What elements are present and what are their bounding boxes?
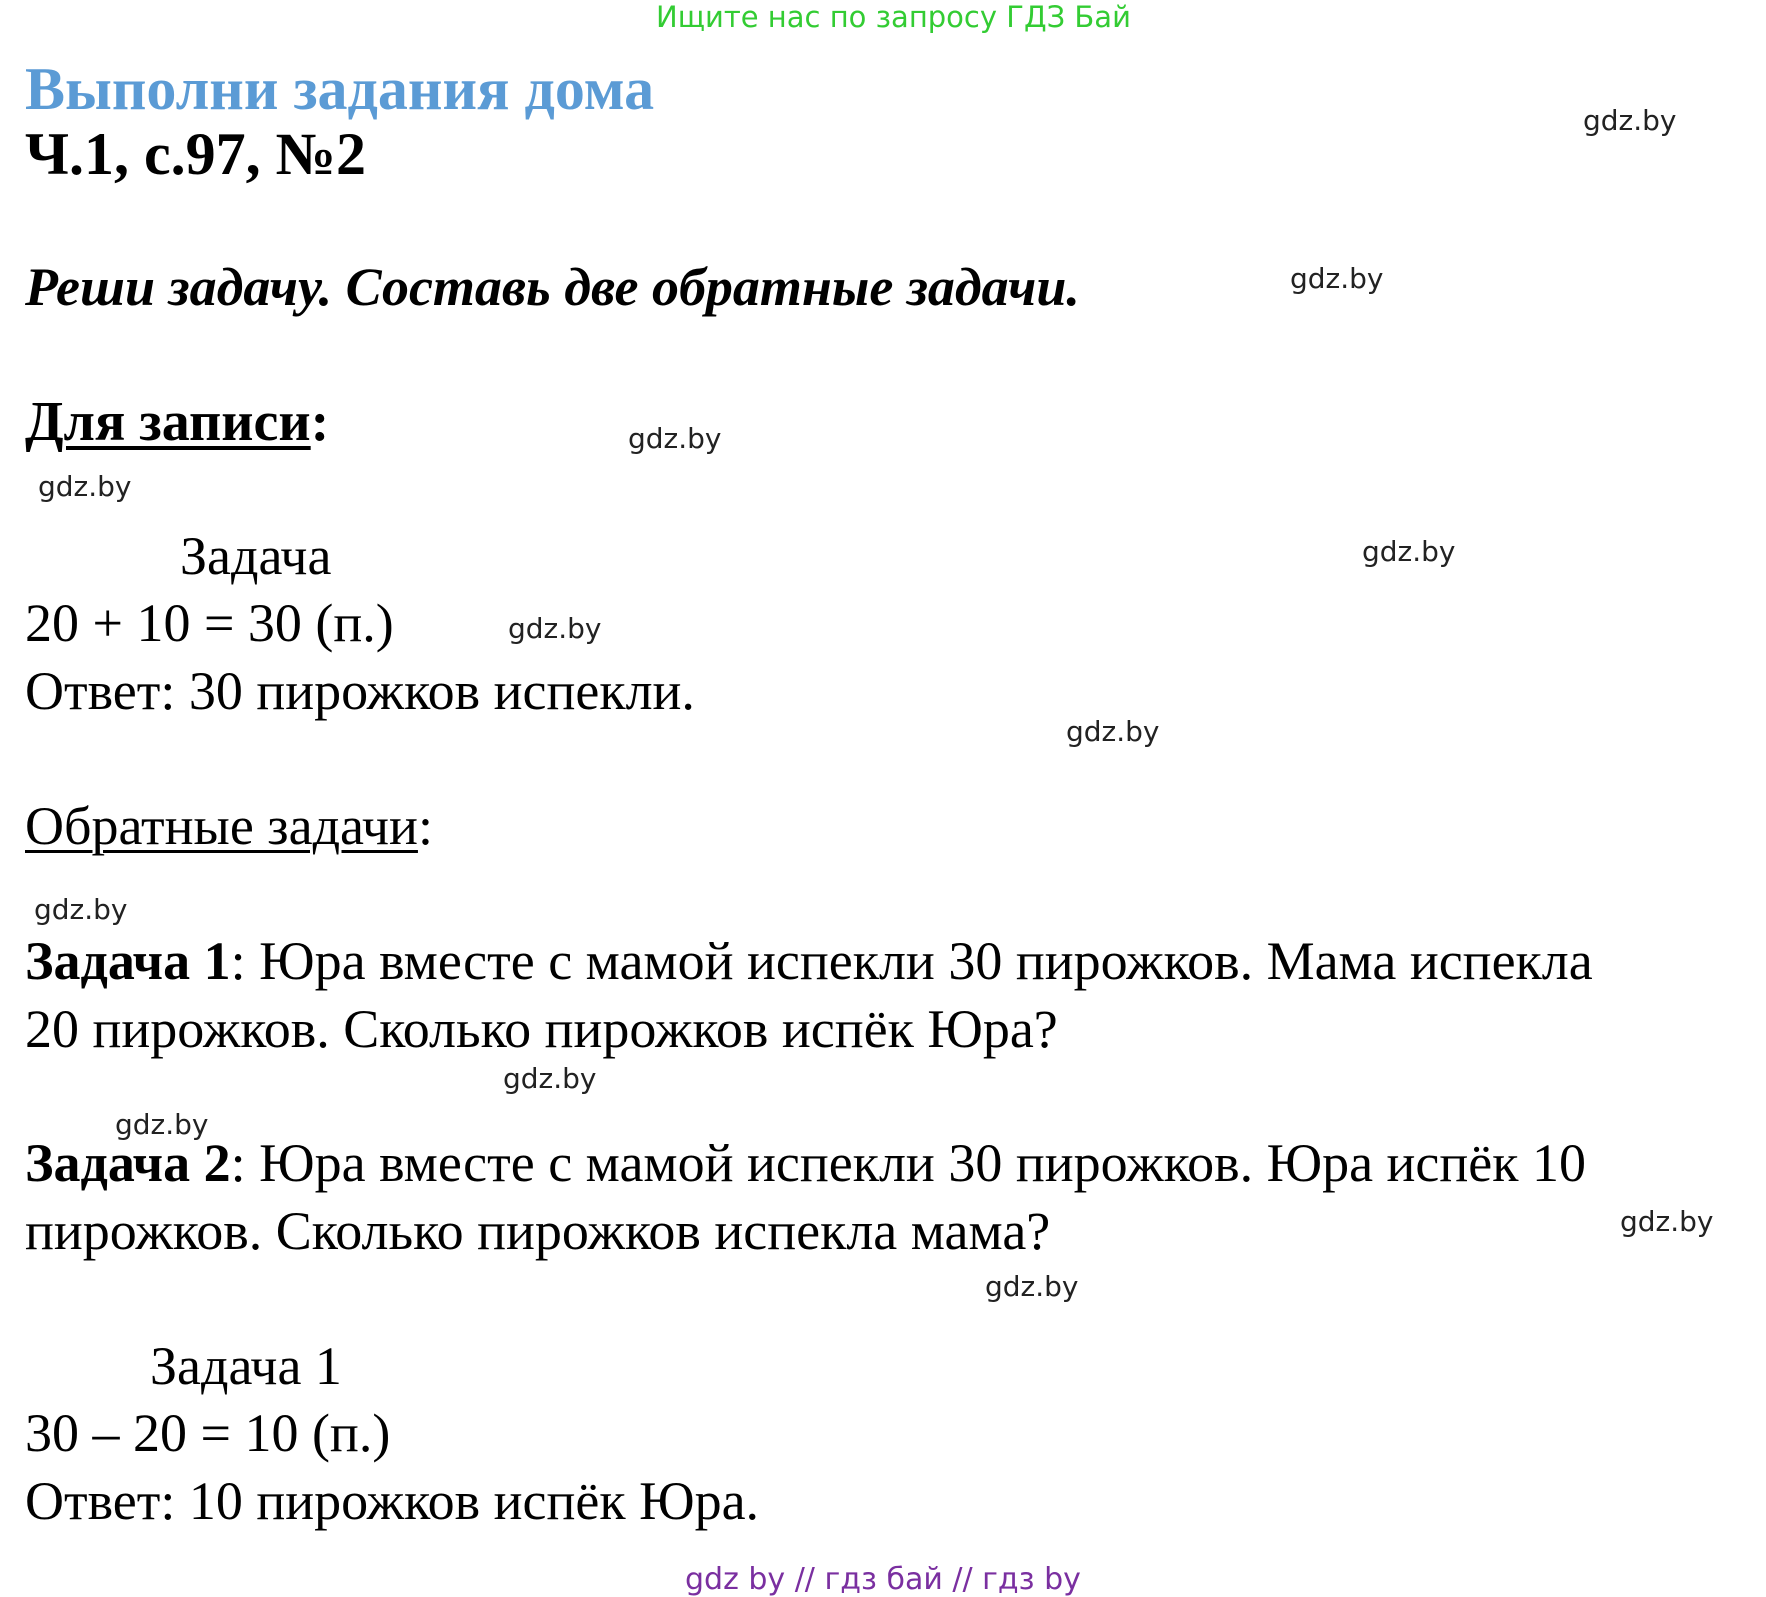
top-banner: Ищите нас по запросу ГДЗ Бай: [656, 0, 1131, 34]
record-colon: :: [310, 391, 330, 453]
watermark: gdz.by: [1290, 262, 1384, 295]
footer-links: gdz by // гдз бай // гдз by: [685, 1562, 1081, 1597]
main-task-answer: Ответ: 30 пирожков испекли.: [25, 661, 695, 721]
task1-line1: [25, 930, 1593, 992]
task2-text: : Юра вместе с мамой испекли 30 пирожков. Юра испёк 10: [230, 1133, 1587, 1193]
watermark: gdz.by: [38, 470, 132, 503]
solution1-answer: Ответ: 10 пирожков испёк Юра.: [25, 1471, 760, 1531]
task1-text: : Юра вместе с мамой испекли 30 пирожков. Мама испекла: [230, 931, 1593, 991]
record-section-title: [25, 390, 329, 454]
task2-line1: [25, 1132, 1586, 1194]
task1-line2: 20 пирожков. Сколько пирожков испёк Юра?: [25, 999, 1058, 1059]
task1-label: Задача 1: [25, 931, 231, 991]
watermark: gdz.by: [1066, 715, 1160, 748]
task2-label: Задача 2: [25, 1133, 231, 1193]
record-label: Для записи: [25, 391, 311, 453]
watermark: gdz.by: [508, 612, 602, 645]
inverse-section-title: [25, 795, 433, 857]
watermark: gdz.by: [34, 893, 128, 926]
page-heading: Выполни задания дома: [25, 56, 655, 122]
textbook-reference: Ч.1, с.97, №2: [25, 121, 366, 187]
main-task-title: Задача: [180, 526, 332, 586]
solution1-equation: 30 – 20 = 10 (п.): [25, 1403, 391, 1463]
task2-line2: пирожков. Сколько пирожков испекла мама?: [25, 1201, 1051, 1261]
watermark: gdz.by: [1583, 104, 1677, 137]
solution1-title: Задача 1: [150, 1336, 342, 1396]
watermark: gdz.by: [115, 1108, 209, 1141]
task-instruction: Реши задачу. Составь две обратные задачи.: [25, 257, 1080, 317]
inverse-colon: :: [417, 796, 433, 856]
watermark: gdz.by: [1620, 1205, 1714, 1238]
watermark: gdz.by: [1362, 535, 1456, 568]
watermark: gdz.by: [503, 1062, 597, 1095]
inverse-label: Обратные задачи: [25, 796, 418, 856]
watermark: gdz.by: [628, 422, 722, 455]
main-task-equation: 20 + 10 = 30 (п.): [25, 593, 394, 653]
watermark: gdz.by: [985, 1270, 1079, 1303]
